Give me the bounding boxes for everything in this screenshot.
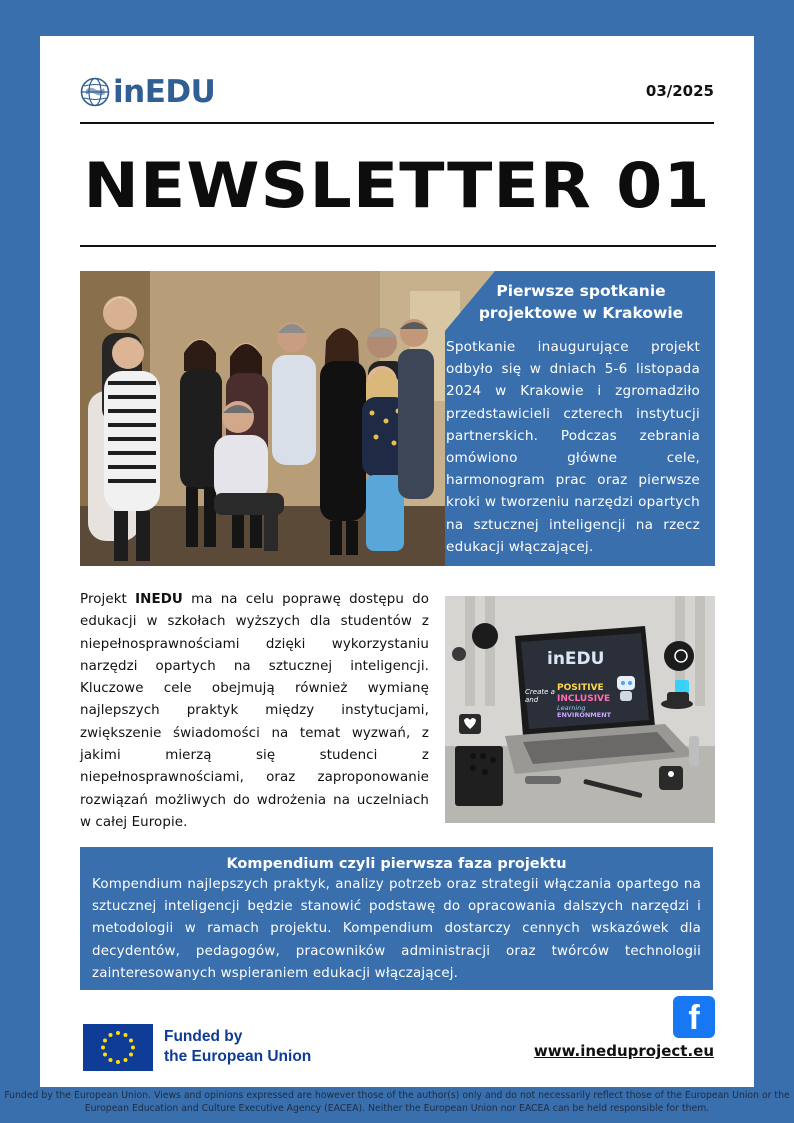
logo-text: inEDU <box>113 74 216 110</box>
pen-icon <box>525 776 561 784</box>
page-title: NEWSLETTER 01 <box>83 149 711 222</box>
ai-inclusion-illustration <box>445 596 715 823</box>
funded-by-eu <box>164 1027 311 1067</box>
intro-text: ma na celu poprawę dostępu do edukacji w szkołach wyższych dla studentów z niepełnosprawnościami dzięki wykorzystaniu narzędzi opartych na sztucznej inteligencji. Kluczowe cele obejmują również wymianę najlepszych praktyk między instytucjami, zwiększenie świadomości na temat wyzwań, z jakimi mierzą się studenci z niepełnosprawnościami, oraz zaproponowanie rozwiązań możliwych do wdrożenia na uczelniach w całej Europie. <box>80 592 429 830</box>
screen-caption-3: Learning <box>557 704 586 712</box>
funded-line-1: Funded by <box>164 1028 243 1045</box>
inedu-logo <box>80 74 215 110</box>
screen-word-positive: POSITIVE <box>557 683 604 693</box>
funded-line-2: the European Union <box>164 1048 312 1065</box>
meeting-heading: Pierwsze spotkanie projektowe w Krakowie <box>478 282 684 322</box>
compendium-box <box>80 847 713 990</box>
project-intro <box>80 589 429 834</box>
divider-top <box>80 122 714 124</box>
book-icon <box>455 746 503 806</box>
screen-word-inclusive: INCLUSIVE <box>557 694 611 704</box>
screen-logo: inEDU <box>547 649 605 669</box>
screen-caption-1: Create a <box>525 688 555 696</box>
project-name: INEDU <box>135 592 183 607</box>
intro-lead: Projekt <box>80 592 136 607</box>
laptop-illustration <box>445 596 715 823</box>
eu-disclaimer: Funded by the European Union. Views and opinions expressed are however those of the author(s) only and do not necessarily reflect those of the European Union or the European Education and Culture Executive Agency (EACEA). Neither the European Union nor EACEA can be held responsible for them. <box>4 1090 790 1114</box>
hologram-icon <box>675 680 689 694</box>
meeting-text: Spotkanie inaugurujące projekt odbyło się w dniach 5-6 listopada 2024 w Krakowie i zgromadziło przedstawicieli czterech instytucji partnerskich. Podczas zebrania omówiono główne cele, harmonogram prac oraz pierwsze kroki w tworzeniu narzędzi opartych na sztucznej inteligencji na rzecz edukacji włączającej. <box>446 339 700 555</box>
facebook-icon[interactable]: f <box>673 996 715 1038</box>
person-icon <box>452 647 466 661</box>
divider-title <box>80 245 716 247</box>
badge-icon-2 <box>664 641 694 671</box>
screen-caption-2: and <box>525 696 539 704</box>
globe-icon <box>80 77 110 107</box>
compendium-heading: Kompendium czyli pierwsza faza projektu <box>226 856 567 872</box>
badge-icon-1 <box>472 623 498 649</box>
eu-flag-icon <box>83 1024 153 1071</box>
accessibility-icon <box>659 766 683 790</box>
newsletter-page <box>40 36 754 1087</box>
eu-stars <box>83 1024 153 1071</box>
compendium-text: Kompendium najlepszych praktyk, analizy potrzeb oraz strategii włączania opartego na sztucznej inteligencji będzie stanowić podstawę do opracowania dalszych narzędzi i metodologii w ramach projektu. Kompendium dostarczy cennych wskazówek dla decydentów, pedagogów, pracowników administracji oraz twórców technologii zainteresowanych wspieraniem edukacji włączającej. <box>92 877 701 981</box>
screen-caption-4: ENVIRONMENT <box>557 711 612 719</box>
website-link[interactable]: www.ineduproject.eu <box>533 1042 714 1060</box>
issue-date: 03/2025 <box>645 82 714 100</box>
